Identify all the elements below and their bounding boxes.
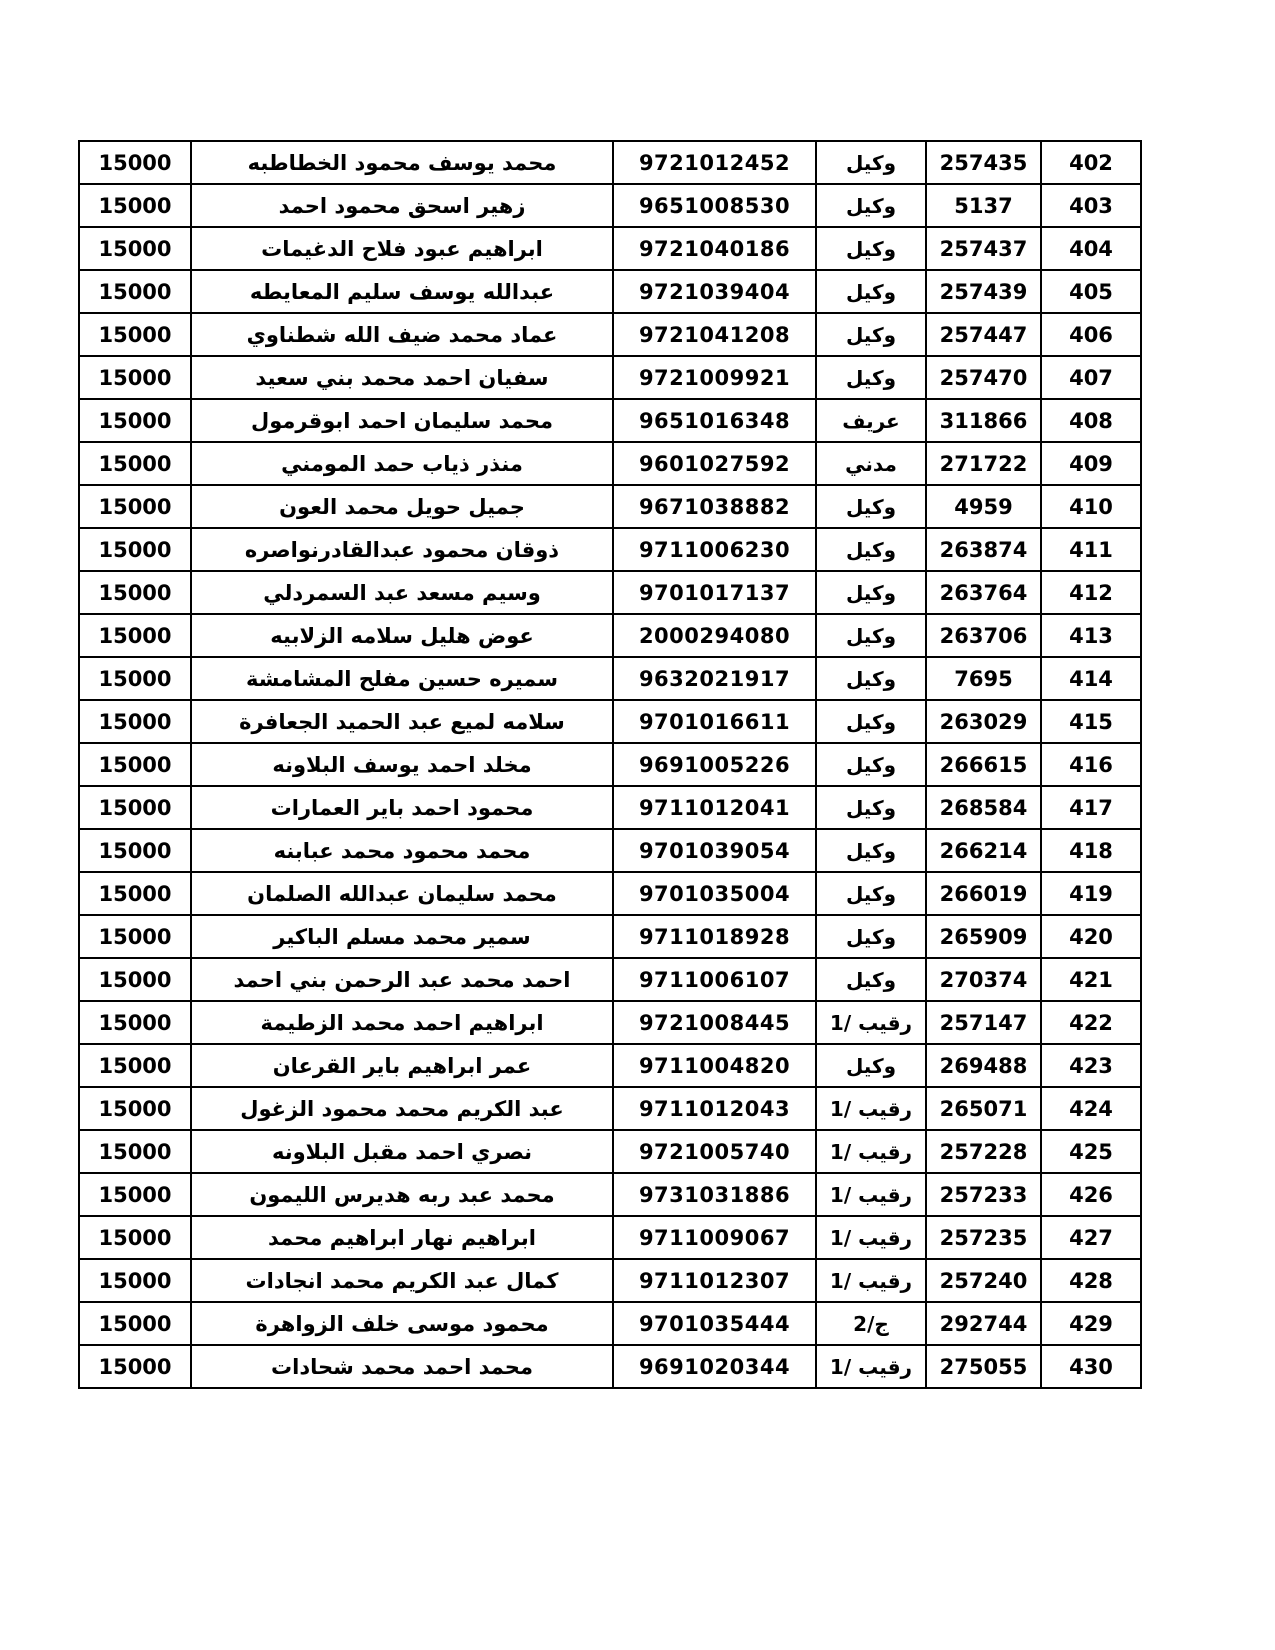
- cell-amount: 15000: [79, 1044, 191, 1087]
- table-row: [79, 915, 1141, 958]
- cell-national-id: 9731031886: [613, 1173, 816, 1216]
- cell-national-id: 9701039054: [613, 829, 816, 872]
- cell-rank: وكيل: [816, 657, 926, 700]
- cell-national-id: 2000294080: [613, 614, 816, 657]
- table-row: [79, 442, 1141, 485]
- cell-serial-number: 406: [1041, 313, 1141, 356]
- cell-full-name: احمد محمد عبد الرحمن بني احمد: [191, 958, 613, 1001]
- cell-amount: 15000: [79, 141, 191, 184]
- cell-national-id: 9711009067: [613, 1216, 816, 1259]
- table-row: [79, 700, 1141, 743]
- cell-full-name: محمود احمد باير العمارات: [191, 786, 613, 829]
- cell-amount: 15000: [79, 786, 191, 829]
- cell-full-name: عبد الكريم محمد محمود الزغول: [191, 1087, 613, 1130]
- cell-serial-number: 415: [1041, 700, 1141, 743]
- cell-amount: 15000: [79, 1173, 191, 1216]
- cell-badge-number: 257435: [926, 141, 1041, 184]
- cell-national-id: 9711012307: [613, 1259, 816, 1302]
- cell-national-id: 9711004820: [613, 1044, 816, 1087]
- cell-full-name: سفيان احمد محمد بني سعيد: [191, 356, 613, 399]
- cell-amount: 15000: [79, 227, 191, 270]
- cell-badge-number: 265071: [926, 1087, 1041, 1130]
- cell-rank: رقيب /1: [816, 1345, 926, 1388]
- cell-rank: وكيل: [816, 1044, 926, 1087]
- cell-national-id: 9721005740: [613, 1130, 816, 1173]
- cell-serial-number: 427: [1041, 1216, 1141, 1259]
- table-row: [79, 786, 1141, 829]
- cell-badge-number: 275055: [926, 1345, 1041, 1388]
- cell-national-id: 9711012041: [613, 786, 816, 829]
- cell-serial-number: 418: [1041, 829, 1141, 872]
- table-row: [79, 1001, 1141, 1044]
- table-row: [79, 1044, 1141, 1087]
- table-row: [79, 1302, 1141, 1345]
- cell-serial-number: 423: [1041, 1044, 1141, 1087]
- cell-badge-number: 257439: [926, 270, 1041, 313]
- table-row: [79, 872, 1141, 915]
- cell-rank: وكيل: [816, 958, 926, 1001]
- cell-amount: 15000: [79, 1087, 191, 1130]
- cell-badge-number: 292744: [926, 1302, 1041, 1345]
- cell-national-id: 9671038882: [613, 485, 816, 528]
- table-row: [79, 571, 1141, 614]
- cell-rank: وكيل: [816, 872, 926, 915]
- cell-serial-number: 428: [1041, 1259, 1141, 1302]
- cell-full-name: ذوقان محمود عبدالقادرنواصره: [191, 528, 613, 571]
- cell-national-id: 9701017137: [613, 571, 816, 614]
- cell-amount: 15000: [79, 1259, 191, 1302]
- cell-serial-number: 422: [1041, 1001, 1141, 1044]
- cell-full-name: محمد محمود محمد عبابنه: [191, 829, 613, 872]
- cell-rank: وكيل: [816, 313, 926, 356]
- cell-amount: 15000: [79, 571, 191, 614]
- cell-full-name: ابراهيم نهار ابراهيم محمد: [191, 1216, 613, 1259]
- cell-rank: وكيل: [816, 356, 926, 399]
- cell-full-name: ابراهيم احمد محمد الزطيمة: [191, 1001, 613, 1044]
- cell-amount: 15000: [79, 1001, 191, 1044]
- cell-rank: وكيل: [816, 700, 926, 743]
- cell-serial-number: 419: [1041, 872, 1141, 915]
- cell-full-name: محمد عبد ربه هديرس الليمون: [191, 1173, 613, 1216]
- table-row: [79, 1345, 1141, 1388]
- cell-full-name: محمد يوسف محمود الخطاطبه: [191, 141, 613, 184]
- cell-badge-number: 257447: [926, 313, 1041, 356]
- cell-serial-number: 410: [1041, 485, 1141, 528]
- cell-national-id: 9711012043: [613, 1087, 816, 1130]
- cell-full-name: محمد سليمان عبدالله الصلمان: [191, 872, 613, 915]
- cell-rank: وكيل: [816, 141, 926, 184]
- cell-amount: 15000: [79, 872, 191, 915]
- cell-badge-number: 270374: [926, 958, 1041, 1001]
- cell-amount: 15000: [79, 485, 191, 528]
- cell-serial-number: 405: [1041, 270, 1141, 313]
- cell-full-name: عبدالله يوسف سليم المعايطه: [191, 270, 613, 313]
- cell-amount: 15000: [79, 1302, 191, 1345]
- cell-national-id: 9701016611: [613, 700, 816, 743]
- cell-rank: رقيب /1: [816, 1259, 926, 1302]
- cell-national-id: 9721039404: [613, 270, 816, 313]
- table-row: [79, 614, 1141, 657]
- table-row: [79, 1259, 1141, 1302]
- cell-amount: 15000: [79, 700, 191, 743]
- cell-badge-number: 266019: [926, 872, 1041, 915]
- cell-serial-number: 420: [1041, 915, 1141, 958]
- cell-badge-number: 269488: [926, 1044, 1041, 1087]
- cell-full-name: ابراهيم عبود فلاح الدغيمات: [191, 227, 613, 270]
- cell-badge-number: 257235: [926, 1216, 1041, 1259]
- cell-amount: 15000: [79, 829, 191, 872]
- cell-national-id: 9721009921: [613, 356, 816, 399]
- cell-serial-number: 430: [1041, 1345, 1141, 1388]
- cell-badge-number: 257437: [926, 227, 1041, 270]
- cell-serial-number: 417: [1041, 786, 1141, 829]
- cell-amount: 15000: [79, 657, 191, 700]
- cell-amount: 15000: [79, 399, 191, 442]
- cell-amount: 15000: [79, 958, 191, 1001]
- table-row: [79, 829, 1141, 872]
- cell-rank: رقيب /1: [816, 1087, 926, 1130]
- table-row: [79, 528, 1141, 571]
- cell-amount: 15000: [79, 1216, 191, 1259]
- cell-badge-number: 257470: [926, 356, 1041, 399]
- table-row: [79, 743, 1141, 786]
- cell-amount: 15000: [79, 743, 191, 786]
- cell-serial-number: 411: [1041, 528, 1141, 571]
- cell-national-id: 9701035444: [613, 1302, 816, 1345]
- cell-amount: 15000: [79, 442, 191, 485]
- cell-amount: 15000: [79, 1345, 191, 1388]
- cell-national-id: 9691020344: [613, 1345, 816, 1388]
- cell-rank: رقيب /1: [816, 1130, 926, 1173]
- cell-serial-number: 416: [1041, 743, 1141, 786]
- cell-badge-number: 263706: [926, 614, 1041, 657]
- cell-national-id: 9651008530: [613, 184, 816, 227]
- cell-full-name: سميره حسين مفلح المشامشة: [191, 657, 613, 700]
- cell-rank: وكيل: [816, 485, 926, 528]
- cell-serial-number: 429: [1041, 1302, 1141, 1345]
- cell-serial-number: 425: [1041, 1130, 1141, 1173]
- cell-badge-number: 263874: [926, 528, 1041, 571]
- cell-serial-number: 407: [1041, 356, 1141, 399]
- cell-serial-number: 424: [1041, 1087, 1141, 1130]
- cell-full-name: عماد محمد ضيف الله شطناوي: [191, 313, 613, 356]
- table-row: [79, 270, 1141, 313]
- cell-serial-number: 408: [1041, 399, 1141, 442]
- cell-serial-number: 426: [1041, 1173, 1141, 1216]
- cell-serial-number: 402: [1041, 141, 1141, 184]
- table-row: [79, 485, 1141, 528]
- table-row: [79, 399, 1141, 442]
- cell-amount: 15000: [79, 614, 191, 657]
- cell-national-id: 9632021917: [613, 657, 816, 700]
- cell-badge-number: 5137: [926, 184, 1041, 227]
- cell-full-name: عوض هليل سلامه الزلابيه: [191, 614, 613, 657]
- cell-badge-number: 4959: [926, 485, 1041, 528]
- table-row: [79, 356, 1141, 399]
- table-row: [79, 313, 1141, 356]
- cell-full-name: عمر ابراهيم باير القرعان: [191, 1044, 613, 1087]
- cell-badge-number: 266615: [926, 743, 1041, 786]
- table-row: [79, 1173, 1141, 1216]
- cell-full-name: سمير محمد مسلم الباكير: [191, 915, 613, 958]
- cell-national-id: 9651016348: [613, 399, 816, 442]
- cell-badge-number: 257147: [926, 1001, 1041, 1044]
- cell-national-id: 9701035004: [613, 872, 816, 915]
- cell-rank: رقيب /1: [816, 1216, 926, 1259]
- cell-rank: رقيب /1: [816, 1001, 926, 1044]
- cell-amount: 15000: [79, 356, 191, 399]
- cell-amount: 15000: [79, 915, 191, 958]
- table-row: [79, 1130, 1141, 1173]
- cell-amount: 15000: [79, 184, 191, 227]
- cell-full-name: زهير اسحق محمود احمد: [191, 184, 613, 227]
- roster-table: [78, 140, 1142, 1389]
- cell-full-name: كمال عبد الكريم محمد انجادات: [191, 1259, 613, 1302]
- cell-full-name: مخلد احمد يوسف البلاونه: [191, 743, 613, 786]
- table-row: [79, 184, 1141, 227]
- cell-national-id: 9721041208: [613, 313, 816, 356]
- cell-badge-number: 257233: [926, 1173, 1041, 1216]
- cell-serial-number: 404: [1041, 227, 1141, 270]
- cell-full-name: جميل حويل محمد العون: [191, 485, 613, 528]
- cell-rank: وكيل: [816, 270, 926, 313]
- roster-body: [79, 141, 1141, 1388]
- cell-rank: عريف: [816, 399, 926, 442]
- cell-amount: 15000: [79, 270, 191, 313]
- table-row: [79, 657, 1141, 700]
- cell-badge-number: 271722: [926, 442, 1041, 485]
- cell-rank: وكيل: [816, 829, 926, 872]
- cell-national-id: 9721040186: [613, 227, 816, 270]
- cell-badge-number: 263764: [926, 571, 1041, 614]
- cell-national-id: 9721008445: [613, 1001, 816, 1044]
- cell-serial-number: 413: [1041, 614, 1141, 657]
- cell-badge-number: 268584: [926, 786, 1041, 829]
- cell-badge-number: 257240: [926, 1259, 1041, 1302]
- cell-full-name: وسيم مسعد عبد السمردلي: [191, 571, 613, 614]
- table-row: [79, 1216, 1141, 1259]
- cell-rank: وكيل: [816, 184, 926, 227]
- table-row: [79, 958, 1141, 1001]
- cell-national-id: 9711006230: [613, 528, 816, 571]
- cell-full-name: سلامه لميع عبد الحميد الجعافرة: [191, 700, 613, 743]
- cell-badge-number: 265909: [926, 915, 1041, 958]
- cell-national-id: 9711006107: [613, 958, 816, 1001]
- cell-badge-number: 257228: [926, 1130, 1041, 1173]
- cell-rank: ج/2: [816, 1302, 926, 1345]
- cell-badge-number: 311866: [926, 399, 1041, 442]
- cell-amount: 15000: [79, 528, 191, 571]
- cell-amount: 15000: [79, 1130, 191, 1173]
- cell-national-id: 9721012452: [613, 141, 816, 184]
- cell-rank: مدني: [816, 442, 926, 485]
- cell-rank: وكيل: [816, 915, 926, 958]
- cell-national-id: 9601027592: [613, 442, 816, 485]
- cell-badge-number: 7695: [926, 657, 1041, 700]
- cell-rank: وكيل: [816, 571, 926, 614]
- cell-national-id: 9711018928: [613, 915, 816, 958]
- cell-badge-number: 263029: [926, 700, 1041, 743]
- cell-full-name: منذر ذياب حمد المومني: [191, 442, 613, 485]
- cell-rank: وكيل: [816, 743, 926, 786]
- cell-rank: رقيب /1: [816, 1173, 926, 1216]
- cell-rank: وكيل: [816, 614, 926, 657]
- cell-full-name: محمد احمد محمد شحادات: [191, 1345, 613, 1388]
- cell-badge-number: 266214: [926, 829, 1041, 872]
- cell-rank: وكيل: [816, 786, 926, 829]
- cell-serial-number: 403: [1041, 184, 1141, 227]
- table-row: [79, 141, 1141, 184]
- cell-serial-number: 409: [1041, 442, 1141, 485]
- cell-serial-number: 412: [1041, 571, 1141, 614]
- cell-amount: 15000: [79, 313, 191, 356]
- cell-serial-number: 414: [1041, 657, 1141, 700]
- cell-rank: وكيل: [816, 227, 926, 270]
- table-row: [79, 227, 1141, 270]
- cell-full-name: نصري احمد مقبل البلاونه: [191, 1130, 613, 1173]
- cell-rank: وكيل: [816, 528, 926, 571]
- cell-full-name: محمد سليمان احمد ابوقرمول: [191, 399, 613, 442]
- cell-full-name: محمود موسى خلف الزواهرة: [191, 1302, 613, 1345]
- cell-serial-number: 421: [1041, 958, 1141, 1001]
- cell-national-id: 9691005226: [613, 743, 816, 786]
- table-row: [79, 1087, 1141, 1130]
